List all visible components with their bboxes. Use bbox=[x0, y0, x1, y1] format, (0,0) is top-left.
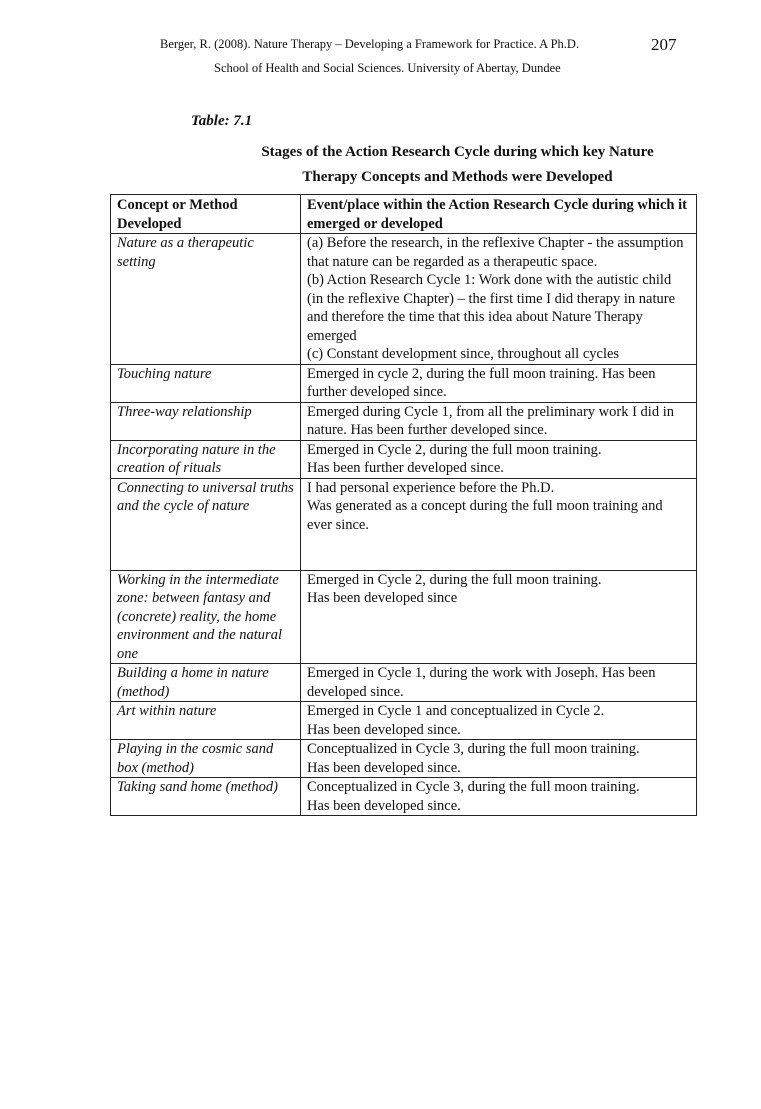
concepts-table bbox=[110, 194, 697, 816]
table-row bbox=[111, 402, 697, 440]
event-cell bbox=[301, 570, 697, 664]
event-text: Emerged in cycle 2, during the full moon training. Has been further developed since. bbox=[307, 365, 656, 400]
event-text: Has been developed since. bbox=[307, 759, 461, 776]
event-cell bbox=[301, 478, 697, 570]
table-label: Table: 7.1 bbox=[191, 113, 253, 129]
event-text: (b) Action Research Cycle 1: Work done with the autistic child (in the reflexive Chapter) – the first time I did therapy in nature and therefore the time that this idea about Nature Therapy emerged bbox=[307, 272, 676, 344]
concept-cell: Playing in the cosmic sand box (method) bbox=[111, 740, 301, 778]
table-row bbox=[111, 364, 697, 402]
event-text: (a) Before the research, in the reflexive Chapter - the assumption that nature can be regarded as a therapeutic space. bbox=[307, 235, 684, 270]
column-header-event: Event/place within the Action Research Cycle during which it emerged or developed bbox=[301, 195, 697, 234]
event-cell bbox=[301, 740, 697, 778]
event-cell bbox=[301, 234, 697, 365]
page-number: 207 bbox=[651, 35, 677, 54]
concept-cell: Working in the intermediate zone: between fantasy and (concrete) reality, the home environment and the natural one bbox=[111, 570, 301, 664]
concept-cell: Taking sand home (method) bbox=[111, 778, 301, 816]
table-row bbox=[111, 478, 697, 570]
concept-cell: Art within nature bbox=[111, 702, 301, 740]
running-header-institution: School of Health and Social Sciences. University of Abertay, Dundee bbox=[214, 61, 561, 75]
event-text: Emerged during Cycle 1, from all the preliminary work I did in nature. Has been further developed since. bbox=[307, 403, 674, 438]
event-text: Emerged in Cycle 2, during the full moon training. bbox=[307, 571, 602, 588]
event-cell bbox=[301, 402, 697, 440]
event-text: Emerged in Cycle 2, during the full moon training. bbox=[307, 441, 602, 458]
concept-cell: Touching nature bbox=[111, 364, 301, 402]
table-title-line: Stages of the Action Research Cycle during which key Nature bbox=[261, 144, 654, 160]
event-text: Was generated as a concept during the full moon training and ever since. bbox=[307, 498, 663, 533]
table-row bbox=[111, 702, 697, 740]
table-row bbox=[111, 740, 697, 778]
event-text: Has been developed since bbox=[307, 590, 458, 606]
concept-cell: Building a home in nature (method) bbox=[111, 664, 301, 702]
event-cell bbox=[301, 440, 697, 478]
event-cell bbox=[301, 364, 697, 402]
table-row bbox=[111, 440, 697, 478]
table-header-row bbox=[111, 195, 697, 234]
event-text: I had personal experience before the Ph.D. bbox=[307, 479, 555, 496]
event-text: Has been further developed since. bbox=[307, 460, 504, 476]
column-header-concept: Concept or Method Developed bbox=[111, 195, 301, 234]
table-row bbox=[111, 570, 697, 664]
event-text: (c) Constant development since, throughout all cycles bbox=[307, 346, 620, 362]
running-header-citation: Berger, R. (2008). Nature Therapy – Developing a Framework for Practice. A Ph.D. bbox=[160, 37, 580, 51]
concept-cell: Incorporating nature in the creation of rituals bbox=[111, 440, 301, 478]
event-text: Conceptualized in Cycle 3, during the full moon training. bbox=[307, 779, 640, 795]
event-cell bbox=[301, 778, 697, 816]
event-text: Conceptualized in Cycle 3, during the full moon training. bbox=[307, 741, 640, 757]
table-row bbox=[111, 778, 697, 816]
concept-cell: Connecting to universal truths and the cycle of nature bbox=[111, 478, 301, 570]
event-text: Emerged in Cycle 1, during the work with Joseph. Has been developed since. bbox=[307, 665, 656, 700]
event-cell bbox=[301, 702, 697, 740]
concept-cell: Three-way relationship bbox=[111, 402, 301, 440]
event-text: Has been developed since. bbox=[307, 797, 461, 814]
table-title bbox=[230, 140, 685, 190]
table-title-line: Therapy Concepts and Methods were Developed bbox=[302, 169, 613, 185]
event-text: Has been developed since. bbox=[307, 721, 461, 738]
event-cell bbox=[301, 664, 697, 702]
table-row bbox=[111, 234, 697, 365]
event-text: Emerged in Cycle 1 and conceptualized in Cycle 2. bbox=[307, 703, 605, 719]
table-row bbox=[111, 664, 697, 702]
concept-cell: Nature as a therapeutic setting bbox=[111, 234, 301, 365]
